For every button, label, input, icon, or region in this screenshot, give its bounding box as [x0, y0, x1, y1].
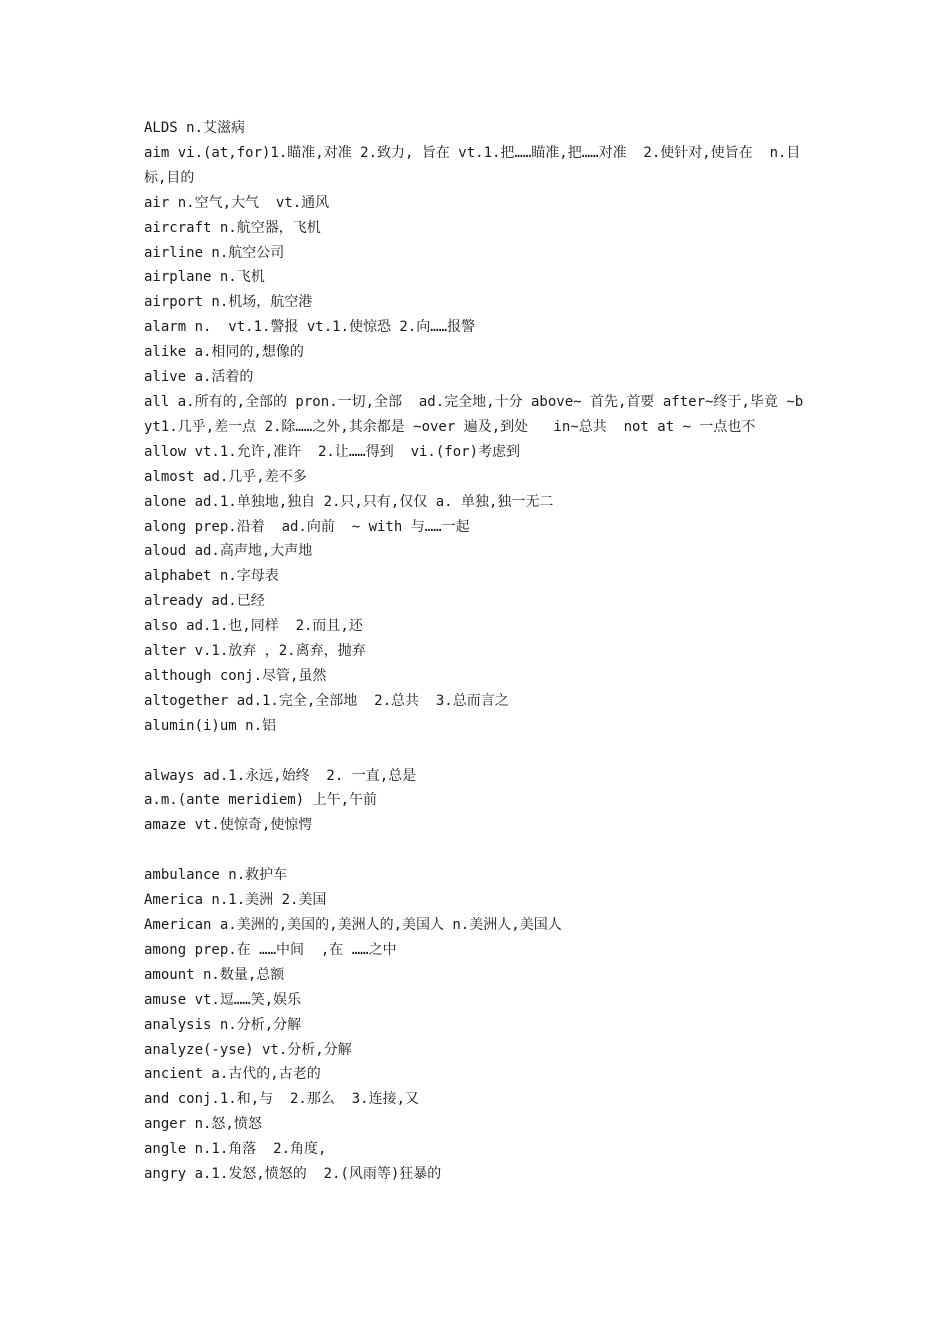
blank-line	[144, 838, 816, 863]
vocabulary-page	[144, 116, 816, 1187]
vocab-entry: airline n.航空公司	[144, 244, 285, 261]
vocab-entry: ALDS n.艾滋病	[144, 120, 246, 136]
vocab-entry: aircraft n.航空器，飞机	[144, 219, 321, 236]
vocab-entry: also ad.1.也,同样 2.而且,还	[144, 618, 363, 635]
vocab-entry: alike a.相同的,想像的	[144, 344, 304, 361]
vocab-entry: alter v.1.放弃 ，2.离弃，抛弃	[144, 643, 366, 660]
vocab-entry: all a.所有的,全部的 pron.一切,全部 ad.完全地,十分 above~ 首先,首要 after~终于,毕竟 ~b yt1.几乎,差一点 2.除……之外,其余都是 ~over 遍及,到处 in~总共 not at ~ 一点也不	[144, 393, 812, 435]
vocab-entry: ambulance n.救护车	[144, 867, 288, 884]
vocab-entry: alone ad.1.单独地,独自 2.只,只有,仅仅 a. 单独,独一无二	[144, 493, 554, 510]
vocab-entry: air n.空气,大气 vt.通风	[144, 194, 330, 211]
vocab-entry: among prep.在 ……中间 ,在 ……之中	[144, 941, 397, 958]
vocab-entry: alive a.活着的	[144, 369, 254, 386]
vocab-entry: American a.美洲的,美国的,美洲人的,美国人 n.美洲人,美国人	[144, 916, 562, 933]
vocab-entry: amaze vt.使惊奇,使惊愕	[144, 817, 313, 834]
blank-line	[144, 739, 816, 764]
vocab-entry: analyze(-yse) vt.分析,分解	[144, 1041, 352, 1058]
vocab-entry: although conj.尽管,虽然	[144, 667, 327, 684]
vocab-entry: already ad.已经	[144, 593, 265, 610]
vocab-entry: America n.1.美洲 2.美国	[144, 892, 327, 909]
vocab-entry: almost ad.几乎,差不多	[144, 468, 307, 485]
vocab-entry: always ad.1.永远,始终 2. 一直,总是	[144, 767, 417, 784]
vocab-entry: angry a.1.发怒,愤怒的 2.(风雨等)狂暴的	[144, 1166, 442, 1183]
vocab-entry: and conj.1.和,与 2.那么 3.连接,又	[144, 1091, 420, 1108]
vocab-entry: analysis n.分析,分解	[144, 1016, 302, 1033]
vocab-entry: alumin(i)um n.铝	[144, 717, 277, 734]
vocab-entry: alarm n. vt.1.警报 vt.1.使惊恐 2.向……报警	[144, 319, 476, 336]
vocab-entry: ancient a.古代的,古老的	[144, 1066, 321, 1083]
vocab-entry: a.m.(ante meridiem) 上午,午前	[144, 792, 378, 809]
vocab-entry: airport n.机场，航空港	[144, 294, 313, 311]
vocab-entry: aloud ad.高声地,大声地	[144, 543, 313, 560]
vocab-entry: alphabet n.字母表	[144, 568, 279, 585]
vocab-entry: anger n.怒,愤怒	[144, 1116, 262, 1133]
vocab-entry: amount n.数量,总额	[144, 966, 285, 983]
vocab-entry: allow vt.1.允许,准许 2.让……得到 vi.(for)考虑到	[144, 443, 521, 460]
vocab-entry: aim vi.(at,for)1.瞄准,对准 2.致力, 旨在 vt.1.把……瞄准,把……对准 2.使针对,使旨在 n.目标,目的	[144, 144, 801, 186]
vocab-entry: airplane n.飞机	[144, 269, 265, 286]
vocab-entry: altogether ad.1.完全,全部地 2.总共 3.总而言之	[144, 692, 509, 709]
vocab-entry: along prep.沿着 ad.向前 ~ with 与……一起	[144, 518, 470, 535]
vocab-entry: amuse vt.逗……笑,娱乐	[144, 991, 302, 1008]
vocab-entry: angle n.1.角落 2.角度,	[144, 1141, 327, 1158]
